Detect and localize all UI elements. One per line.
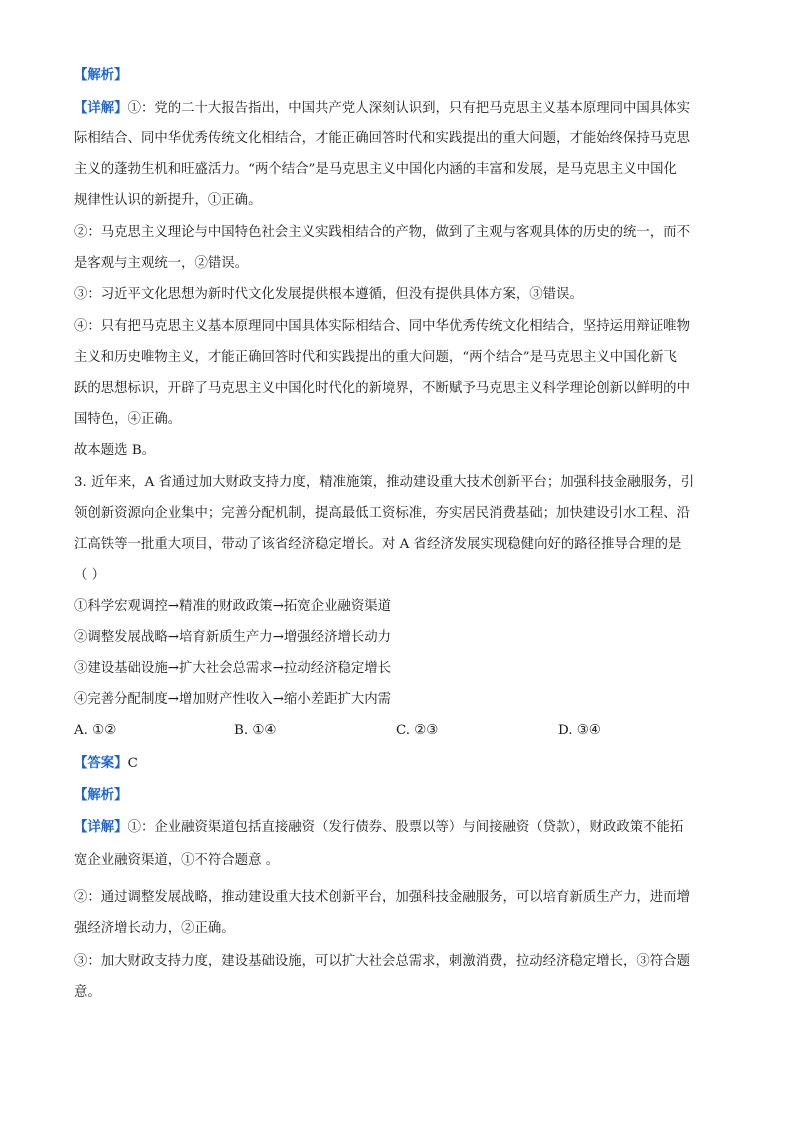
detail-line [74, 99, 724, 118]
answer-value: C [127, 756, 138, 771]
detail-line: 国特色，④正确。 [74, 412, 182, 427]
detail-text: ①：企业融资渠道包括直接融资（发行债券、股票以等）与间接融资（贷款），财政政策不能拓 [127, 820, 684, 835]
question-stem: 3. 近年来，A 省通过加大财政支持力度，精准施策，推动建设重大技术创新平台；加强科技金融服务，引 [74, 475, 695, 490]
question-stem: 领创新资源向企业集中；完善分配机制，提高最低工资标准，夯实居民消费基础；加快建设引水工程、沿 [74, 506, 690, 521]
question-item: ③建设基础设施→扩大社会总需求→拉动经济稳定增长 [74, 661, 392, 676]
analysis-heading [74, 786, 724, 805]
question-item: ②调整发展战略→培育新质生产力→增强经济增长动力 [74, 630, 392, 645]
analysis-heading [74, 66, 724, 85]
detail-line: 强经济增长动力，②正确。 [74, 921, 235, 936]
detail-line: 主义和历史唯物主义，才能正确回答时代和实践提出的重大问题，“两个结合”是马克思主义中国化新飞 [74, 350, 677, 365]
question-stem: 江高铁等一批重大项目，带动了该省经济稳定增长。对 A 省经济发展实现稳健向好的路径推导合理的是 [74, 537, 682, 552]
answer-line [74, 754, 724, 773]
question-item: ①科学宏观调控→精准的财政政策→拓宽企业融资渠道 [74, 599, 392, 614]
option-b: B. ①④ [234, 723, 277, 738]
answer-tag: 【答案】 [74, 755, 128, 771]
option-c: C. ②③ [396, 723, 439, 738]
option-a: A. ①② [74, 723, 117, 738]
detail-line: 跃的思想标识，开辟了马克思主义中国化时代化的新境界，不断赋予马克思主义科学理论创新以鲜明的中 [74, 381, 690, 396]
conclusion-line: 故本题选 B。 [74, 443, 156, 458]
detail-line [74, 818, 724, 837]
question-item: ④完善分配制度→增加财产性收入→缩小差距扩大内需 [74, 692, 392, 707]
detail-line: 是客观与主观统一，②错误。 [74, 256, 249, 271]
detail-tag: 【详解】 [74, 819, 128, 835]
detail-line: 规律性认识的新提升，①正确。 [74, 193, 262, 208]
detail-line: ②：通过调整发展战略，推动建设重大技术创新平台，加强科技金融服务，可以培育新质生产力，进而增 [74, 890, 690, 905]
detail-line: ③：习近平文化思想为新时代文化发展提供根本遵循，但没有提供具体方案，③错误。 [74, 287, 583, 302]
detail-tag: 【详解】 [74, 100, 128, 116]
analysis-tag: 【解析】 [74, 787, 128, 803]
answer-options [74, 722, 724, 740]
detail-line: 际相结合、同中华优秀传统文化相结合，才能正确回答时代和实践提出的重大问题，才能始终保持马克思 [74, 131, 690, 146]
option-d: D. ③④ [558, 723, 601, 738]
detail-line: ③：加大财政支持力度，建设基础设施，可以扩大社会总需求，刺激消费，拉动经济稳定增长，③符合题 [74, 954, 690, 969]
detail-line: ②：马克思主义理论与中国特色社会主义实践相结合的产物，做到了主观与客观具体的历史的统一，而不 [74, 225, 690, 240]
analysis-tag: 【解析】 [74, 67, 128, 83]
detail-line: ④：只有把马克思主义基本原理同中国具体实际相结合、同中华优秀传统文化相结合，坚持运用辩证唯物 [74, 319, 690, 334]
detail-line: 意。 [74, 985, 101, 1000]
detail-text: ①：党的二十大报告指出，中国共产党人深刻认识到，只有把马克思主义基本原理同中国具体实 [127, 101, 690, 116]
question-stem: （ ） [74, 568, 106, 583]
detail-line: 主义的蓬勃生机和旺盛活力。“两个结合”是马克思主义中国化内涵的丰富和发展，是马克思主义中国化 [74, 162, 677, 177]
detail-line: 宽企业融资渠道，①不符合题意 。 [74, 853, 280, 868]
